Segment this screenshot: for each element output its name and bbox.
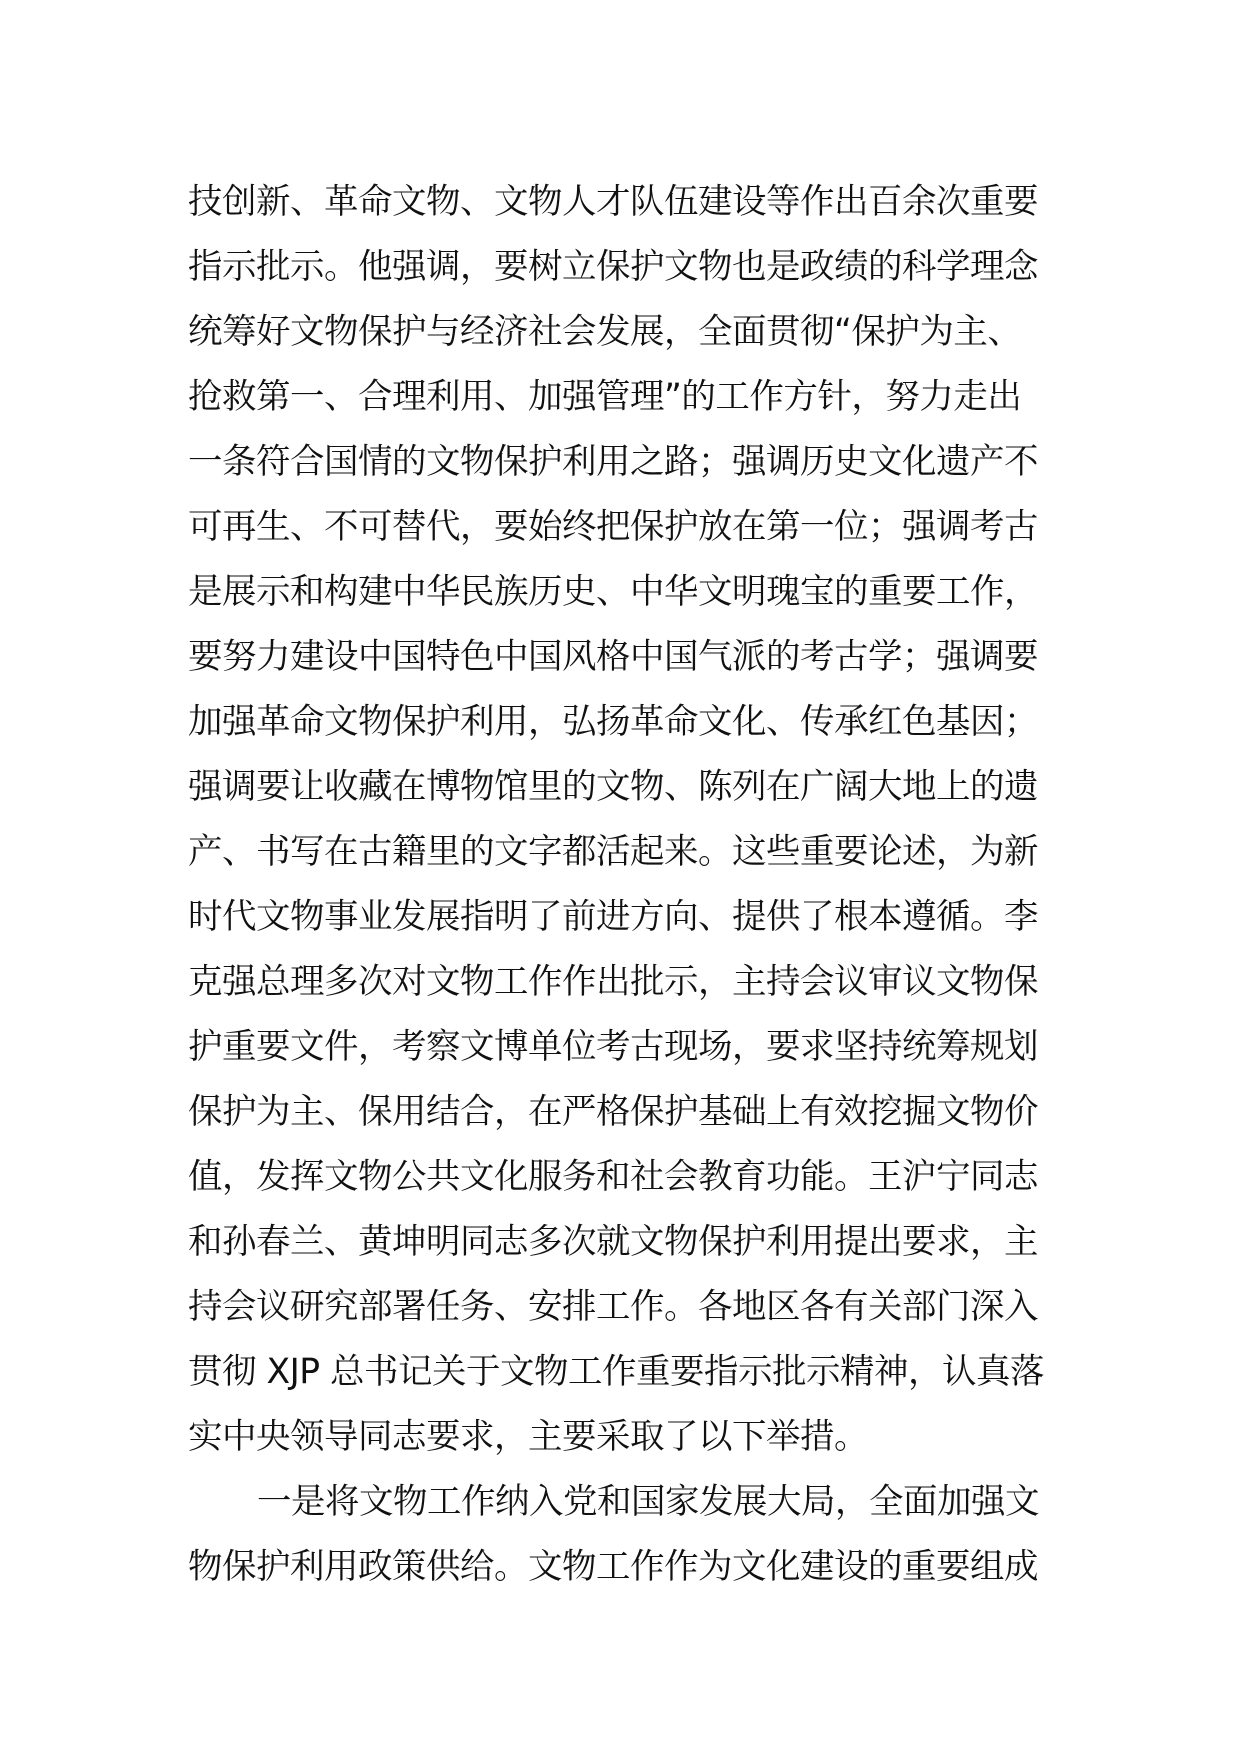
text-line: 加强革命文物保护利用，弘扬革命文化、传承红色基因； bbox=[188, 702, 1038, 742]
text-line: 值，发挥文物公共文化服务和社会教育功能。王沪宁同志 bbox=[188, 1157, 1038, 1197]
text-line: 实中央领导同志要求，主要采取了以下举措。 bbox=[188, 1417, 868, 1457]
text-line: 抢救第一、合理利用、加强管理”的工作方针，努力走出 bbox=[188, 377, 1022, 417]
text-line: 护重要文件，考察文博单位考古现场，要求坚持统筹规划 bbox=[188, 1027, 1038, 1067]
text-line: 指示批示。他强调，要树立保护文物也是政绩的科学理念 bbox=[188, 247, 1038, 287]
text-line: 一条符合国情的文物保护利用之路；强调历史文化遗产不 bbox=[188, 442, 1038, 482]
body-text bbox=[188, 170, 1068, 1600]
text-line: 技创新、革命文物、文物人才队伍建设等作出百余次重要 bbox=[188, 182, 1038, 222]
paragraph-start-line: 一是将文物工作纳入党和国家发展大局，全面加强文 bbox=[257, 1482, 1039, 1522]
text-line: 统筹好文物保护与经济社会发展，全面贯彻“保护为主、 bbox=[188, 312, 1022, 352]
text-line: 要努力建设中国特色中国风格中国气派的考古学；强调要 bbox=[188, 637, 1038, 677]
text-line: 可再生、不可替代，要始终把保护放在第一位；强调考古 bbox=[188, 507, 1038, 547]
text-line: 保护为主、保用结合，在严格保护基础上有效挖掘文物价 bbox=[188, 1092, 1038, 1132]
text-line: 持会议研究部署任务、安排工作。各地区各有关部门深入 bbox=[188, 1287, 1038, 1327]
text-line: 克强总理多次对文物工作作出批示，主持会议审议文物保 bbox=[188, 962, 1038, 1002]
text-line: 时代文物事业发展指明了前进方向、提供了根本遵循。李 bbox=[188, 897, 1038, 937]
text-line: 物保护利用政策供给。文物工作作为文化建设的重要组成 bbox=[188, 1547, 1038, 1587]
text-line: 是展示和构建中华民族历史、中华文明瑰宝的重要工作， bbox=[188, 572, 1038, 612]
text-line: 产、书写在古籍里的文字都活起来。这些重要论述，为新 bbox=[188, 832, 1038, 872]
text-line: 强调要让收藏在博物馆里的文物、陈列在广阔大地上的遗 bbox=[188, 767, 1038, 807]
text-line: 贯彻 XJP 总书记关于文物工作重要指示批示精神，认真落 bbox=[188, 1352, 1045, 1392]
text-line: 和孙春兰、黄坤明同志多次就文物保护利用提出要求，主 bbox=[188, 1222, 1038, 1262]
